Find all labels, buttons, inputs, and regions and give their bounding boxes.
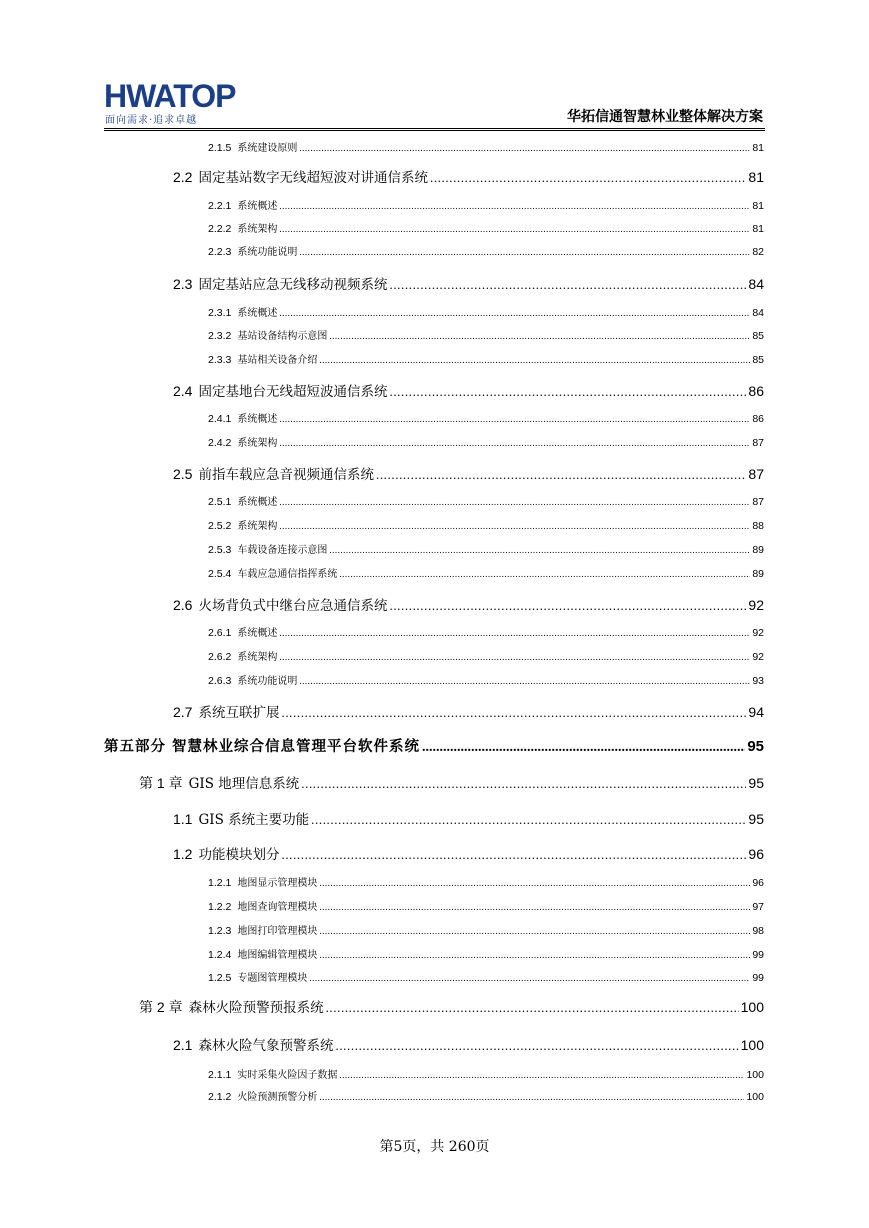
dot-leader — [335, 1038, 738, 1054]
dot-leader — [311, 812, 746, 828]
dot-leader — [299, 247, 750, 257]
toc-entry-page: 81 — [752, 200, 764, 212]
toc-entry-page: 94 — [748, 704, 764, 720]
toc-entry-number: 2.1 — [173, 1037, 193, 1053]
toc-entry-page: 92 — [752, 627, 764, 639]
dot-leader — [299, 676, 750, 686]
toc-entry-title: 系统功能说明 — [237, 676, 298, 687]
toc-entry-title: 系统互联扩展 — [198, 705, 280, 721]
toc-entry-page: 84 — [752, 307, 764, 319]
toc-entry-title: 地图显示管理模块 — [237, 878, 318, 889]
toc-entry[interactable] — [139, 996, 764, 1016]
toc-entry-title: 车载设备连接示意图 — [237, 545, 328, 556]
dot-leader — [339, 569, 750, 579]
toc-entry-title: 系统架构 — [237, 224, 278, 235]
toc-entry-title: 基站相关设备介绍 — [237, 355, 318, 366]
document-title: 华拓信通智慧林业整体解决方案 — [567, 109, 763, 125]
toc-entry-number: 2.6 — [173, 597, 193, 613]
toc-entry-title: 基站设备结构示意图 — [237, 331, 328, 342]
toc-entry[interactable] — [208, 1088, 764, 1102]
toc-entry[interactable] — [139, 772, 764, 792]
toc-entry-page: 87 — [752, 496, 764, 508]
toc-entry-title: 第五部分 智慧林业综合信息管理平台软件系统 — [104, 738, 421, 755]
toc-entry[interactable] — [208, 197, 764, 211]
toc-entry-number: 2.6.1 — [208, 627, 232, 639]
toc-entry-page: 98 — [752, 925, 764, 937]
toc-entry-number: 2.5.3 — [208, 544, 232, 556]
toc-entry-number: 1.2.1 — [208, 877, 232, 889]
dot-leader — [319, 1092, 744, 1102]
header-divider — [104, 128, 765, 131]
toc-entry-title: 地图打印管理模块 — [237, 926, 318, 937]
dot-leader — [389, 598, 746, 614]
toc-entry-number: 2.3 — [173, 276, 193, 292]
toc-entry-page: 93 — [752, 675, 764, 687]
toc-entry-title: 火场背负式中继台应急通信系统 — [198, 598, 388, 614]
dot-leader — [279, 224, 750, 234]
toc-entry-number: 2.5.4 — [208, 568, 232, 580]
toc-entry-page: 99 — [752, 949, 764, 961]
toc-entry[interactable] — [208, 243, 764, 257]
toc-entry-number: 2.2.1 — [208, 200, 232, 212]
dot-leader — [422, 740, 745, 756]
toc-entry-title: 车载应急通信指挥系统 — [237, 569, 338, 580]
dot-leader — [319, 950, 750, 960]
toc-entry-title: GIS 系统主要功能 — [198, 812, 310, 828]
toc-entry-number: 第 2 章 — [139, 999, 183, 1015]
toc-entry-page: 89 — [752, 544, 764, 556]
toc-entry-number: 2.1.2 — [208, 1091, 232, 1103]
dot-leader — [279, 497, 750, 507]
toc-entry[interactable] — [173, 1034, 764, 1054]
toc-entry[interactable] — [173, 701, 764, 721]
toc-entry-number: 2.6.3 — [208, 675, 232, 687]
toc-entry-title: 固定基站数字无线超短波对讲通信系统 — [198, 170, 428, 186]
dot-leader — [430, 170, 746, 186]
dot-leader — [339, 1070, 744, 1080]
toc-entry[interactable] — [208, 946, 764, 960]
dot-leader — [309, 973, 750, 983]
toc-entry-number: 1.2.3 — [208, 925, 232, 937]
toc-entry-number: 第 1 章 — [139, 775, 183, 791]
toc-entry-title: 系统架构 — [237, 521, 278, 532]
toc-entry-number: 2.7 — [173, 704, 193, 720]
dot-leader — [279, 521, 750, 531]
dot-leader — [279, 628, 750, 638]
dot-leader — [319, 902, 750, 912]
toc-entry[interactable] — [173, 166, 764, 186]
toc-entry-page: 92 — [752, 651, 764, 663]
toc-entry[interactable] — [208, 351, 764, 365]
toc-entry-title: 专题图管理模块 — [237, 973, 308, 984]
toc-entry-page: 82 — [752, 246, 764, 258]
toc-entry-page: 100 — [740, 999, 764, 1015]
toc-entry-title: 地图查询管理模块 — [237, 902, 318, 913]
toc-entry-page: 100 — [746, 1091, 764, 1103]
toc-entry-page: 88 — [752, 520, 764, 532]
toc-entry-number: 1.2.4 — [208, 949, 232, 961]
toc-entry-number: 2.5.1 — [208, 496, 232, 508]
toc-entry-title: 森林火险气象预警系统 — [198, 1038, 334, 1054]
toc-entry[interactable] — [208, 304, 764, 318]
toc-entry-title: 系统架构 — [237, 438, 278, 449]
toc-entry-page: 97 — [752, 901, 764, 913]
logo-slogan: 面向需求·追求卓越 — [105, 115, 198, 126]
toc-entry-number: 2.6.2 — [208, 651, 232, 663]
toc-entry[interactable] — [208, 220, 764, 234]
toc-entry-page: 95 — [748, 811, 764, 827]
toc-entry-number: 2.5.2 — [208, 520, 232, 532]
toc-entry-page: 92 — [748, 597, 764, 613]
toc-entry-page: 87 — [752, 437, 764, 449]
toc-entry-title: 系统概述 — [237, 628, 278, 639]
toc-entry-title: 功能模块划分 — [198, 847, 280, 863]
toc-entry[interactable] — [208, 898, 764, 912]
toc-entry-title: 系统概述 — [237, 308, 278, 319]
toc-entry-number: 2.4.2 — [208, 437, 232, 449]
toc-entry[interactable] — [208, 922, 764, 936]
toc-entry-page: 85 — [752, 330, 764, 342]
toc-entry-page: 81 — [752, 223, 764, 235]
toc-entry[interactable] — [173, 380, 764, 400]
dot-leader — [279, 414, 750, 424]
toc-entry-title: 地图编辑管理模块 — [237, 950, 318, 961]
toc-entry-number: 2.1.5 — [208, 142, 232, 154]
dot-leader — [279, 438, 750, 448]
dot-leader — [329, 545, 750, 555]
toc-entry-page: 86 — [752, 413, 764, 425]
toc-entry[interactable] — [173, 808, 764, 828]
dot-leader — [299, 143, 750, 153]
dot-leader — [279, 652, 750, 662]
dot-leader — [329, 331, 750, 341]
toc-entry-page: 81 — [748, 169, 764, 185]
dot-leader — [279, 201, 750, 211]
toc-entry-number: 2.5 — [173, 466, 193, 482]
toc-entry-number: 2.2.2 — [208, 223, 232, 235]
toc-entry-number: 2.2 — [173, 169, 193, 185]
dot-leader — [319, 878, 750, 888]
toc-entry-title: 系统架构 — [237, 652, 278, 663]
toc-entry[interactable] — [208, 517, 764, 531]
toc-entry[interactable] — [208, 874, 764, 888]
dot-leader — [389, 277, 746, 293]
toc-entry-page: 96 — [748, 846, 764, 862]
toc-entry[interactable] — [208, 410, 764, 424]
toc-entry[interactable] — [208, 434, 764, 448]
toc-entry[interactable] — [208, 565, 764, 579]
logo-wordmark: HWATOP — [104, 78, 236, 114]
toc-entry-title: 实时采集火险因子数据 — [237, 1070, 338, 1081]
dot-leader — [319, 926, 750, 936]
dot-leader — [281, 705, 746, 721]
page-footer: 第5页，共 260页 — [379, 1139, 490, 1155]
toc-entry-title: 系统概述 — [237, 201, 278, 212]
toc-entry[interactable] — [208, 493, 764, 507]
toc-entry-page: 100 — [740, 1037, 764, 1053]
toc-entry-page: 84 — [748, 276, 764, 292]
toc-entry[interactable] — [104, 735, 764, 757]
company-logo — [104, 80, 234, 126]
dot-leader — [326, 1000, 739, 1016]
dot-leader — [301, 776, 746, 792]
toc-entry-title: GIS 地理信息系统 — [188, 776, 300, 792]
toc-entry[interactable] — [208, 969, 764, 983]
toc-entry[interactable] — [208, 648, 764, 662]
toc-entry-title: 火险预测预警分析 — [237, 1092, 318, 1103]
toc-entry-number: 1.1 — [173, 811, 193, 827]
toc-entry-title: 前指车载应急音视频通信系统 — [198, 467, 374, 483]
toc-entry-number: 2.3.2 — [208, 330, 232, 342]
toc-entry-number: 1.2.2 — [208, 901, 232, 913]
toc-entry[interactable] — [173, 843, 764, 863]
dot-leader — [376, 467, 746, 483]
dot-leader — [279, 308, 750, 318]
dot-leader — [281, 847, 746, 863]
toc-entry[interactable] — [173, 594, 764, 614]
toc-entry-number: 2.3.3 — [208, 354, 232, 366]
toc-entry-title: 固定基地台无线超短波通信系统 — [198, 384, 388, 400]
dot-leader — [319, 355, 750, 365]
toc-entry-page: 96 — [752, 877, 764, 889]
toc-entry[interactable] — [208, 327, 764, 341]
toc-entry-page: 95 — [747, 738, 764, 755]
toc-entry-number: 2.4.1 — [208, 413, 232, 425]
toc-entry-page: 87 — [748, 466, 764, 482]
toc-entry[interactable] — [208, 672, 764, 686]
toc-entry-number: 2.4 — [173, 383, 193, 399]
toc-entry-number: 1.2.5 — [208, 972, 232, 984]
toc-entry-page: 95 — [748, 775, 764, 791]
toc-entry-number: 2.2.3 — [208, 246, 232, 258]
toc-entry-page: 81 — [752, 142, 764, 154]
toc-entry-page: 99 — [752, 972, 764, 984]
toc-entry[interactable] — [208, 541, 764, 555]
toc-entry[interactable] — [208, 624, 764, 638]
toc-entry-title: 系统建设原则 — [237, 143, 298, 154]
toc-entry[interactable] — [208, 139, 764, 153]
dot-leader — [389, 384, 746, 400]
toc-entry-title: 系统概述 — [237, 497, 278, 508]
toc-entry-title: 森林火险预警预报系统 — [188, 1000, 324, 1016]
page-header — [0, 0, 869, 130]
toc-entry-page: 89 — [752, 568, 764, 580]
toc-entry-title: 系统概述 — [237, 414, 278, 425]
toc-entry-title: 固定基站应急无线移动视频系统 — [198, 277, 388, 293]
toc-entry-page: 100 — [746, 1069, 764, 1081]
toc-entry-number: 1.2 — [173, 846, 193, 862]
toc-entry-title: 系统功能说明 — [237, 247, 298, 258]
toc-entry-page: 85 — [752, 354, 764, 366]
toc-entry[interactable] — [208, 1066, 764, 1080]
toc-entry[interactable] — [173, 463, 764, 483]
toc-entry-page: 86 — [748, 383, 764, 399]
toc-entry[interactable] — [173, 273, 764, 293]
toc-entry-number: 2.1.1 — [208, 1069, 232, 1081]
toc-entry-number: 2.3.1 — [208, 307, 232, 319]
